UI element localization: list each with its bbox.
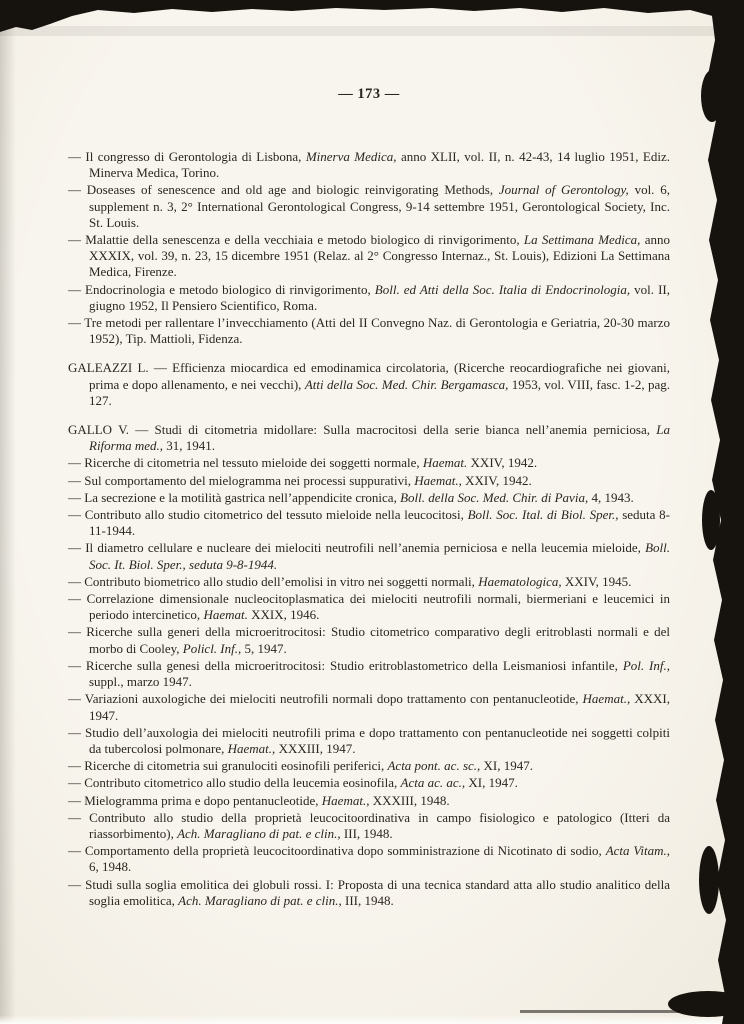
entry-text: XXXIII, 1948. — [369, 792, 450, 808]
entry-text: — Ricerche di citometria nel tessuto mieloide dei soggetti normale, — [68, 455, 423, 471]
journal-title: Minerva Medica, — [305, 149, 397, 164]
bibliography-entry — [68, 775, 670, 791]
journal-title: Haemat. — [203, 607, 248, 623]
entry-text: — Contributo allo studio citometrico del tessuto mieloide nella leucocitosi, — [68, 507, 468, 523]
bibliography-entry — [68, 149, 670, 181]
scan-edge-right — [707, 0, 744, 1024]
page-number: — 173 — — [338, 86, 400, 102]
entry-text: XXIV, 1945. — [561, 573, 632, 589]
journal-title: Boll. ed Atti della Soc. Italia di Endocrinologia, — [374, 281, 631, 297]
entry-text: 31, 1941. — [163, 438, 216, 454]
entry-text: GALLO V. — Studi di citometria midollare: Sulla macrocitosi della serie bianca nell’anemia perniciosa, — [68, 422, 657, 438]
entry-text: 5, 1947. — [241, 640, 287, 656]
scan-blob-right-lower — [699, 846, 719, 914]
entry-text: — Malattie della senescenza e della vecchiaia e metodo biologico di rinvigorimento, — [68, 232, 524, 248]
entry-text: — Studio dell’auxologia dei mielociti neutrofili prima e dopo trattamento con pentanucleotide nei soggetti colpiti da tubercolosi polmonare, — [68, 724, 670, 756]
entry-text: anno XLII, vol. II, n. 42-43, 14 luglio 1951, Ediz. Minerva Medica, Torino. — [89, 149, 670, 181]
entry-text: GALEAZZI L. — Efficienza miocardica ed emodinamica circolatoria, (Ricerche reocardiografiche nei giovani, prima e dopo allenamento, e nei vecchi), — [68, 360, 670, 392]
entry-text: vol. 6, supplement n. 3, 2° International Gerontological Congress, 9-14 settembre 1951, Gerontological Society, Inc. St. Louis. — [89, 182, 670, 230]
scan-streak-bottom — [520, 1010, 744, 1013]
journal-title: Boll. Soc. It. Biol. Sper., seduta 9-8-1944. — [89, 540, 670, 572]
bibliography-entry — [68, 591, 670, 623]
entry-text: — Il congresso di Gerontologia di Lisbona, — [68, 149, 306, 164]
journal-title: Atti della Soc. Med. Chir. Bergamasca, — [304, 376, 509, 392]
entry-text: — Il diametro cellulare e nucleare dei mielociti neutrofili nell’anemia perniciosa e nella leucemia mieloide, — [68, 540, 646, 556]
bibliography-entry — [68, 360, 670, 409]
entry-text: XXIV, 1942. — [461, 472, 532, 488]
entry-text: — Studi sulla soglia emolitica dei globuli rossi. I: Proposta di una tecnica standard atta allo studio analitico della soglia emolitica, — [68, 876, 670, 908]
journal-title: Pol. Inf., — [622, 657, 670, 673]
entry-text: — Variazioni auxologiche dei mielociti neutrofili normali dopo trattamento con pentanucleotide, — [68, 691, 583, 707]
entry-text: anno XXXIX, vol. 39, n. 23, 15 dicembre 1951 (Relaz. al 2° Congresso Internaz., St. Louis), Edizioni La Settimana Medica, Firenze. — [89, 232, 670, 280]
entry-text: — Ricerche di citometria sui granulociti eosinofili periferici, — [68, 758, 388, 774]
entry-text: XXXI, 1947. — [89, 691, 670, 723]
bibliography-entry — [68, 455, 670, 471]
entry-text: 4, 1943. — [588, 489, 634, 505]
bibliography-entry — [68, 843, 670, 875]
bibliography-entry — [68, 540, 670, 572]
entry-text: — Ricerche sulla genesi della microeritrocitosi: Studio eritroblastometrico della Leismaniosi infantile, — [68, 657, 623, 673]
entry-text: — Contributo biometrico allo studio dell’emolisi in vitro nei soggetti normali, — [68, 573, 479, 589]
entry-text: — Doseases of senescence and old age and biologic reinvigorating Methods, — [68, 182, 499, 198]
journal-title: La Riforma med., — [89, 422, 670, 454]
journal-title: Acta Vitam., — [605, 843, 670, 859]
bibliography-entries — [68, 149, 670, 909]
bibliography-entry — [68, 507, 670, 539]
bibliography-entry — [68, 758, 670, 774]
entry-text: suppl., marzo 1947. — [89, 674, 192, 690]
journal-title: Haemat. — [422, 455, 468, 471]
journal-title: Haemat., — [414, 472, 462, 488]
scan-blob-right-mid — [702, 490, 720, 550]
journal-title: Journal of Gerontology, — [498, 182, 629, 198]
bibliography-entry — [68, 725, 670, 757]
bibliography-entry — [68, 810, 670, 842]
scan-blob-right-upper — [701, 70, 723, 122]
entry-text: — Mielogramma prima e dopo pentanucleotide, — [68, 792, 322, 808]
bibliography-entry — [68, 793, 670, 809]
journal-title: Haemat., — [321, 792, 370, 808]
bibliography-entry — [68, 877, 670, 909]
entry-text: vol. II, giugno 1952, Il Pensiero Scientifico, Roma. — [89, 281, 670, 313]
entry-text: — La secrezione e la motilità gastrica nell’appendicite cronica, — [68, 489, 401, 505]
entry-text: — Endocrinologia e metodo biologico di rinvigorimento, — [68, 281, 375, 297]
scan-shadow-left — [0, 0, 16, 1024]
journal-title: Ach. Maragliano di pat. e clin., — [178, 892, 342, 908]
journal-title: Ach. Maragliano di pat. e clin., — [177, 825, 341, 841]
bibliography-entry — [68, 624, 670, 656]
journal-title: Acta ac. ac., — [400, 775, 466, 791]
bibliography-entry — [68, 658, 670, 690]
entry-text: 1953, vol. VIII, fasc. 1-2, pag. 127. — [89, 376, 671, 408]
entry-text: 6, 1948. — [89, 859, 132, 875]
entry-text: — Sul comportamento del mielogramma nei processi suppurativi, — [68, 472, 415, 488]
bibliography-entry — [68, 282, 670, 314]
entry-text: XI, 1947. — [465, 775, 518, 791]
bibliography-entry — [68, 422, 670, 454]
entry-text: — Comportamento della proprietà leucocitoordinativa dopo somministrazione di Nicotinato di sodio, — [68, 843, 606, 859]
entry-text: XI, 1947. — [480, 758, 533, 774]
bibliography-entry — [68, 232, 670, 281]
bibliography-entry — [68, 182, 670, 231]
entry-text: XXIX, 1946. — [247, 607, 320, 623]
entry-text: — Ricerche sulla generi della microeritrocitosi: Studio citometrico comparativo degli eritroblasti normali e del morbo di Cooley, — [68, 624, 670, 656]
entry-text: XXXIII, 1947. — [275, 740, 356, 756]
journal-title: Haemat., — [227, 740, 276, 756]
scan-blob-bottom-right — [668, 991, 744, 1017]
bibliography-entry — [68, 473, 670, 489]
entry-text: — Contributo allo studio della proprietà leucocitoordinativa in campo fisiologico e patologico (Itteri da riassorbimento), — [68, 809, 670, 841]
bibliography-entry — [68, 490, 670, 506]
entry-text: seduta 8-11-1944. — [89, 507, 670, 539]
entry-text: — Contributo citometrico allo studio della leucemia eosinofila, — [68, 775, 401, 791]
scanner-bed-strip — [0, 1015, 744, 1024]
entry-text: XXIV, 1942. — [467, 455, 538, 471]
journal-title: Haemat., — [582, 691, 631, 707]
entry-text: III, 1948. — [340, 825, 393, 841]
journal-title: Haematologica, — [478, 573, 562, 589]
entry-text: — Correlazione dimensionale nucleocitoplasmatica dei mielociti neutrofili normali, biermeriani e leucemici in periodo intercinetico, — [68, 591, 670, 623]
bibliography-entry — [68, 574, 670, 590]
journal-title: Boll. Soc. Ital. di Biol. Sper., — [467, 507, 619, 523]
entry-text: — Tre metodi per rallentare l’invecchiamento (Atti del II Convegno Naz. di Gerontologia e Geriatria, 20-30 marzo 1952), Tip. Mattioli, Fidenza. — [68, 315, 670, 347]
entry-text: III, 1948. — [341, 892, 394, 908]
bibliography-entry — [68, 315, 670, 347]
journal-title: Acta pont. ac. sc., — [387, 758, 481, 774]
journal-title: Policl. Inf., — [182, 640, 242, 656]
bibliography-entry — [68, 691, 670, 723]
page-content — [68, 0, 670, 910]
journal-title: Boll. della Soc. Med. Chir. di Pavia, — [400, 489, 589, 505]
journal-title: La Settimana Medica, — [523, 232, 641, 248]
